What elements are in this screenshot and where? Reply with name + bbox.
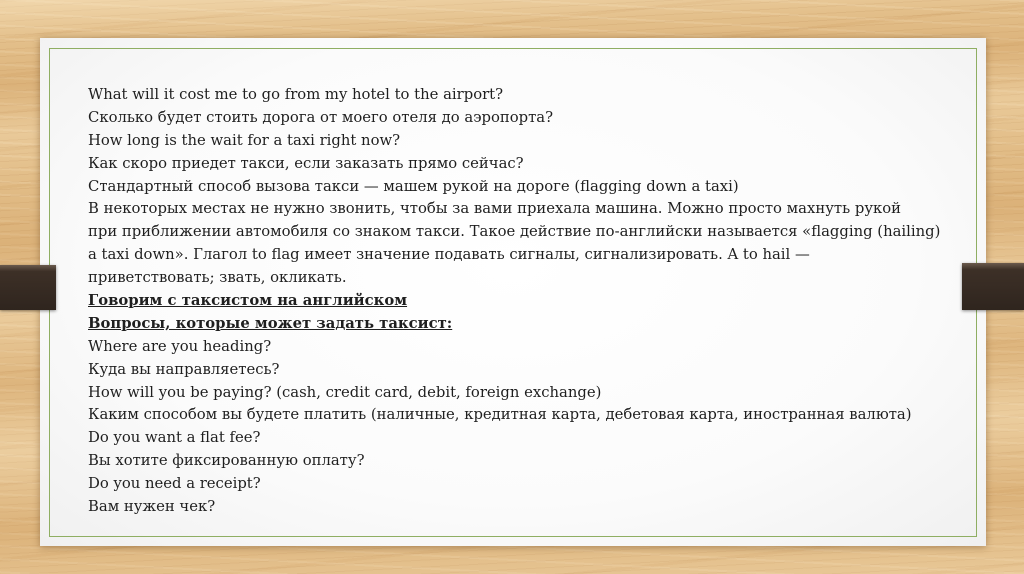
- driver-question-ru-heading: Куда вы направляетесь?: [88, 360, 280, 378]
- driver-question-en-heading: Where are you heading?: [88, 337, 272, 355]
- driver-question-ru-payment: Каким способом вы будете платить (наличные, кредитная карта, дебетовая карта, иностранная валюта): [88, 406, 912, 424]
- driver-question-ru-flat-fee: Вы хотите фиксированную оплату?: [88, 452, 365, 470]
- explanation-line-1: Стандартный способ вызова такси — машем рукой на дороге (flagging down a taxi): [88, 177, 739, 195]
- explanation-line-3: при приближении автомобиля со знаком такси. Такое действие по-английски называется «flagging (hailing): [88, 223, 941, 241]
- driver-question-ru-receipt: Вам нужен чек?: [88, 498, 216, 516]
- left-dark-tab: [0, 265, 56, 310]
- phrase-en-taxi-wait: How long is the wait for a taxi right now?: [88, 131, 401, 149]
- right-dark-tab: [962, 263, 1024, 310]
- driver-question-en-flat-fee: Do you want a flat fee?: [88, 429, 261, 447]
- explanation-line-5: приветствовать; звать, окликать.: [88, 269, 347, 287]
- phrase-ru-taxi-wait: Как скоро приедет такси, если заказать прямо сейчас?: [88, 154, 524, 172]
- driver-question-en-receipt: Do you need a receipt?: [88, 475, 261, 493]
- explanation-line-4: a taxi down». Глагол to flag имеет значение подавать сигналы, сигнализировать. A to hail —: [88, 246, 810, 264]
- slide-text-block: [88, 84, 940, 519]
- phrase-ru-airport-cost: Сколько будет стоить дорога от моего отеля до аэропорта?: [88, 108, 554, 126]
- section-heading: Говорим с таксистом на английском: [88, 292, 408, 310]
- section-subheading: Вопросы, которые может задать таксист:: [88, 314, 453, 332]
- driver-question-en-payment: How will you be paying? (cash, credit card, debit, foreign exchange): [88, 383, 602, 401]
- phrase-en-airport-cost: What will it cost me to go from my hotel to the airport?: [88, 86, 504, 103]
- explanation-line-2: В некоторых местах не нужно звонить, чтобы за вами приехала машина. Можно просто махнуть рукой: [88, 200, 902, 218]
